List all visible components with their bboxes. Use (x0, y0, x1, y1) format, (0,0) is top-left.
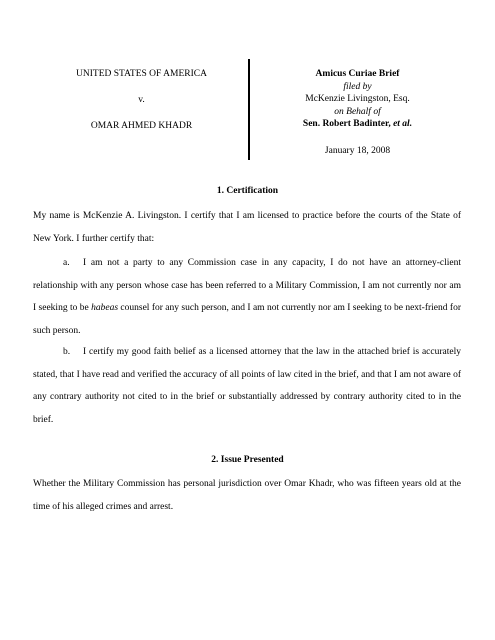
document-type: Amicus Curiae Brief (315, 69, 400, 79)
caption-spacer (40, 107, 243, 120)
client-name: Sen. Robert Badinter, (302, 119, 391, 129)
item-marker: a. (63, 258, 70, 268)
client-etal: et al. (393, 119, 413, 129)
client-names (255, 118, 460, 131)
filed-by-label: filed by (343, 81, 372, 92)
caption-divider (248, 59, 250, 160)
item-a-text-end: counsel for any such person, and I am not currently nor am I seeking to be next-friend for such person. (33, 303, 461, 336)
item-a-text: I am not a party to any Commission case in any capacity, I do not have an attorney-client relationship with any person whose case has been referred to a Military Commission, I am not currently nor am I seeking to be (33, 258, 461, 313)
party-plaintiff: UNITED STATES OF AMERICA (76, 69, 207, 79)
issue-presented-text: Whether the Military Commission has personal jurisdiction over Omar Khadr, who was fifteen years old at the time of his alleged crimes and arrest. (33, 479, 461, 512)
party-defendant: OMAR AHMED KHADR (90, 121, 193, 131)
case-caption-parties (40, 68, 243, 133)
brief-info (255, 68, 460, 157)
item-marker: b. (63, 347, 71, 357)
on-behalf-label: on Behalf of (334, 106, 381, 117)
item-b-text: I certify my good faith belief as a licensed attorney that the law in the attached brief is accurately stated, that I have read and verified the accuracy of all points of law cited in the brief, and that I am not aware of any contrary authority not cited to in the brief or substantially addressed by contrary authority cited to in the brief. (33, 347, 461, 425)
filing-date: January 18, 2008 (324, 145, 391, 156)
caption-spacer (40, 81, 243, 94)
section-heading-issue: 2. Issue Presented (211, 455, 284, 465)
certification-item-a (33, 252, 461, 342)
item-a-emphasis: habeas (91, 303, 119, 313)
section-heading-certification: 1. Certification (216, 186, 279, 196)
certification-intro: My name is McKenzie A. Livingston. I certify that I am licensed to practice before the courts of the State of New York. I further certify that: (33, 211, 461, 244)
author-name: McKenzie Livingston, Esq. (305, 94, 410, 104)
certification-item-b (33, 341, 461, 431)
versus-label: v. (138, 95, 145, 105)
